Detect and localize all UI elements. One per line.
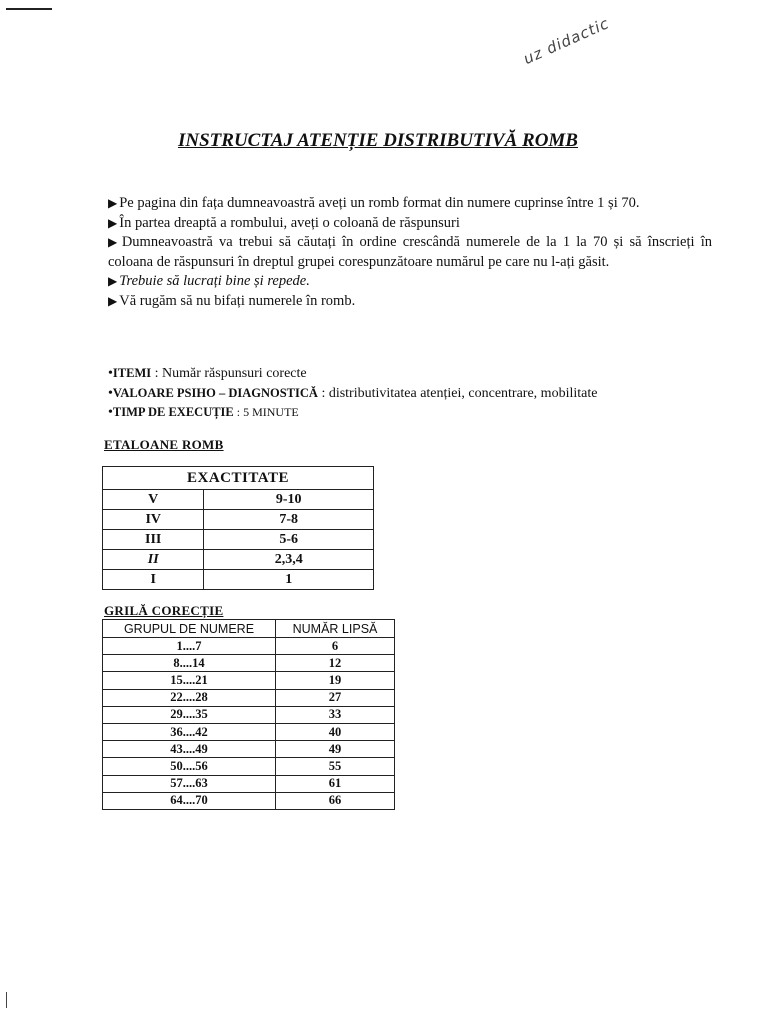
table-row: 22....28 27 xyxy=(103,689,395,706)
grila-table xyxy=(102,619,395,810)
instruction-item: ▶ În partea dreaptă a rombului, aveți o coloană de răspunsuri xyxy=(108,214,460,231)
arrow-bullet-icon: ▶ xyxy=(108,274,118,288)
table-row: 64....70 66 xyxy=(103,792,395,809)
dot-bullet-icon: • xyxy=(108,405,113,420)
table-row: 50....56 55 xyxy=(103,758,395,775)
etaloane-heading: ETALOANE ROMB xyxy=(104,437,224,452)
handwritten-note: uz didactic xyxy=(520,14,613,69)
dot-bullet-icon: • xyxy=(108,366,113,381)
info-timp: •TIMP DE EXECUȚIE : 5 MINUTE xyxy=(108,405,299,420)
info-itemi: •ITEMI : Număr răspunsuri corecte xyxy=(108,366,307,381)
table-row: III 5-6 xyxy=(103,530,374,550)
info-valoare: •VALOARE PSIHO – DIAGNOSTICĂ : distributivitatea atenției, concentrare, mobilitate xyxy=(108,385,598,401)
table-row: 36....42 40 xyxy=(103,723,395,740)
etaloane-table xyxy=(102,466,374,590)
column-header: GRUPUL DE NUMERE xyxy=(103,620,276,638)
instruction-item: ▶ Pe pagina din fața dumneavoastră aveți un romb format din numere cuprinse între 1 și 70. xyxy=(108,195,640,211)
arrow-bullet-icon: ▶ xyxy=(108,196,118,210)
arrow-bullet-icon: ▶ xyxy=(108,215,118,230)
table-row: IV 7-8 xyxy=(103,510,374,530)
table-row: 15....21 19 xyxy=(103,672,395,689)
instructions-block xyxy=(108,194,712,311)
test-info xyxy=(108,364,748,423)
table-row: II 2,3,4 xyxy=(103,550,374,570)
table-row: 1....7 6 xyxy=(103,638,395,655)
etaloane-table-header: EXACTITATE xyxy=(103,467,374,490)
scan-edge-line xyxy=(6,8,52,10)
table-row: 8....14 12 xyxy=(103,655,395,672)
table-row: 29....35 33 xyxy=(103,706,395,723)
instruction-item: ▶ Dumneavoastră va trebui să căutați în ordine crescândă numerele de la 1 la 70 și să înscrieți în coloana de răspunsuri în dreptul grupei corespunzătoare numărul pe care nu l-ați găsit. xyxy=(108,234,712,270)
page-title: INSTRUCTAJ ATENȚIE DISTRIBUTIVĂ ROMB xyxy=(178,130,578,151)
table-row: I 1 xyxy=(103,570,374,590)
instruction-item: ▶ Trebuie să lucrați bine și repede. xyxy=(108,273,310,289)
grila-heading: GRILĂ CORECȚIE xyxy=(104,603,224,618)
table-row: 43....49 49 xyxy=(103,741,395,758)
scan-edge-mark xyxy=(6,992,7,1008)
instruction-item: ▶ Vă rugăm să nu bifați numerele în romb. xyxy=(108,292,356,309)
dot-bullet-icon: • xyxy=(108,385,113,401)
arrow-bullet-icon: ▶ xyxy=(108,235,120,249)
column-header: NUMĂR LIPSĂ xyxy=(276,620,395,638)
table-row: 57....63 61 xyxy=(103,775,395,792)
table-row: V 9-10 xyxy=(103,490,374,510)
arrow-bullet-icon: ▶ xyxy=(108,293,118,308)
